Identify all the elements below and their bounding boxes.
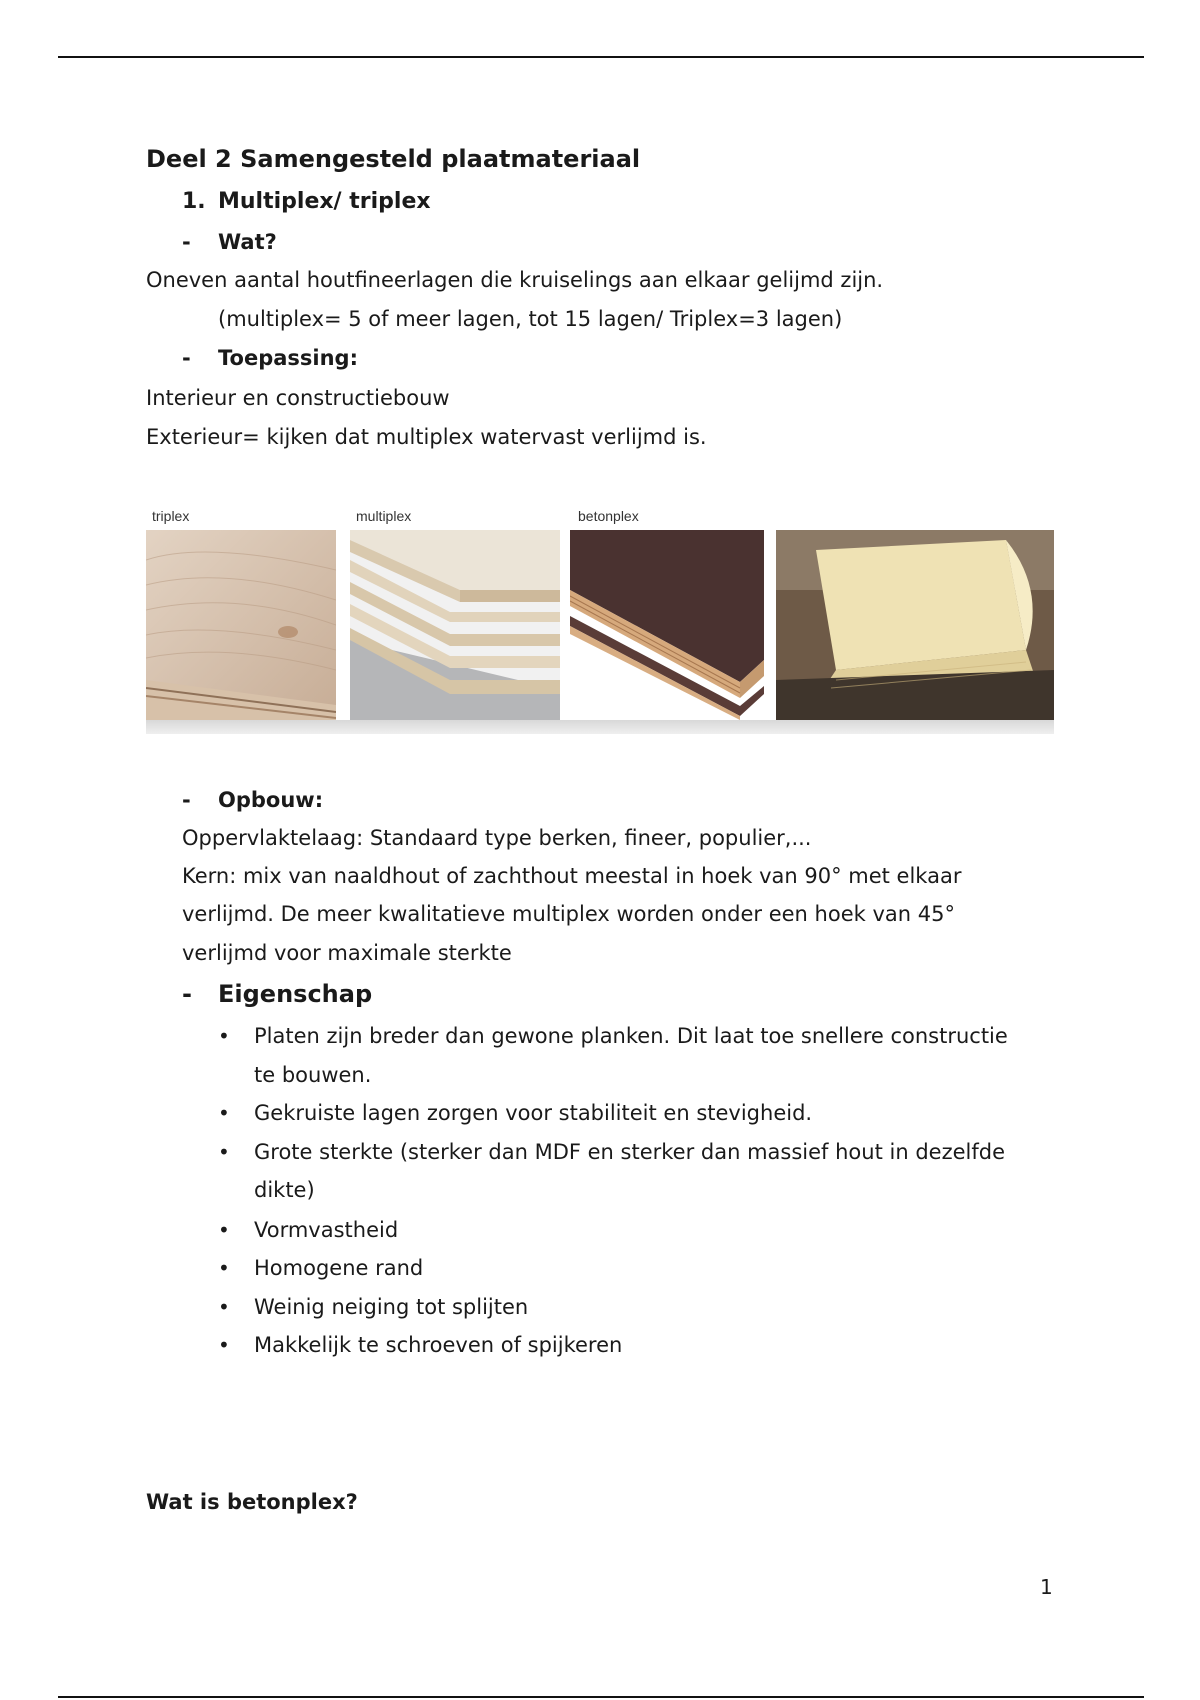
- toepassing-line-1: Interieur en constructiebouw: [146, 386, 450, 410]
- wat-line-1: Oneven aantal houtfineerlagen die kruiselings aan elkaar gelijmd zijn.: [146, 268, 884, 292]
- dash-bullet: -: [182, 346, 191, 370]
- subsection-title: Multiplex/ triplex: [218, 189, 431, 214]
- eigenschap-item-3-cont: dikte): [254, 1178, 315, 1202]
- multiplex-photo: [350, 530, 560, 720]
- dash-bullet: -: [182, 230, 191, 254]
- wat-heading: Wat?: [218, 230, 277, 254]
- subsection-number: 1.: [182, 189, 206, 214]
- toepassing-heading: Toepassing:: [218, 346, 358, 370]
- photo-label-triplex: triplex: [152, 508, 190, 524]
- photo-strip-shadow: [146, 720, 1054, 734]
- bullet-dot: •: [218, 1256, 230, 1280]
- header-rule: [58, 56, 1144, 58]
- section-title: Deel 2 Samengesteld plaatmateriaal: [146, 145, 641, 173]
- dash-bullet: -: [182, 980, 192, 1008]
- toepassing-line-2: Exterieur= kijken dat multiplex watervast verlijmd is.: [146, 425, 707, 449]
- veneer-production-photo: [776, 530, 1054, 720]
- opbouw-line-1: Oppervlaktelaag: Standaard type berken, fineer, populier,...: [182, 826, 812, 850]
- opbouw-line-3: verlijmd. De meer kwalitatieve multiplex worden onder een hoek van 45°: [182, 902, 955, 926]
- page-number: 1: [1040, 1575, 1053, 1599]
- question-heading: Wat is betonplex?: [146, 1490, 358, 1514]
- opbouw-line-2: Kern: mix van naaldhout of zachthout meestal in hoek van 90° met elkaar: [182, 864, 962, 888]
- bullet-dot: •: [218, 1140, 230, 1164]
- eigenschap-item-3: Grote sterkte (sterker dan MDF en sterker dan massief hout in dezelfde: [254, 1140, 1005, 1164]
- plywood-photo-strip: [146, 502, 1054, 734]
- eigenschap-item-4: Vormvastheid: [254, 1218, 399, 1242]
- eigenschap-item-1-cont: te bouwen.: [254, 1063, 372, 1087]
- bullet-dot: •: [218, 1218, 230, 1242]
- bullet-dot: •: [218, 1295, 230, 1319]
- dash-bullet: -: [182, 788, 191, 812]
- eigenschap-item-1: Platen zijn breder dan gewone planken. Dit laat toe snellere constructie: [254, 1024, 1008, 1048]
- eigenschap-item-5: Homogene rand: [254, 1256, 424, 1280]
- eigenschap-item-2: Gekruiste lagen zorgen voor stabiliteit en stevigheid.: [254, 1101, 813, 1125]
- footer-rule: [58, 1696, 1144, 1698]
- opbouw-line-4: verlijmd voor maximale sterkte: [182, 941, 512, 965]
- bullet-dot: •: [218, 1333, 230, 1357]
- opbouw-heading: Opbouw:: [218, 788, 324, 812]
- photo-label-betonplex: betonplex: [578, 508, 639, 524]
- eigenschap-item-7: Makkelijk te schroeven of spijkeren: [254, 1333, 623, 1357]
- triplex-photo: [146, 530, 336, 720]
- wat-line-2: (multiplex= 5 of meer lagen, tot 15 lagen/ Triplex=3 lagen): [218, 307, 843, 331]
- bullet-dot: •: [218, 1024, 230, 1048]
- bullet-dot: •: [218, 1101, 230, 1125]
- photo-label-multiplex: multiplex: [356, 508, 412, 524]
- eigenschap-item-6: Weinig neiging tot splijten: [254, 1295, 529, 1319]
- eigenschap-heading: Eigenschap: [218, 980, 373, 1008]
- betonplex-photo: [570, 530, 764, 720]
